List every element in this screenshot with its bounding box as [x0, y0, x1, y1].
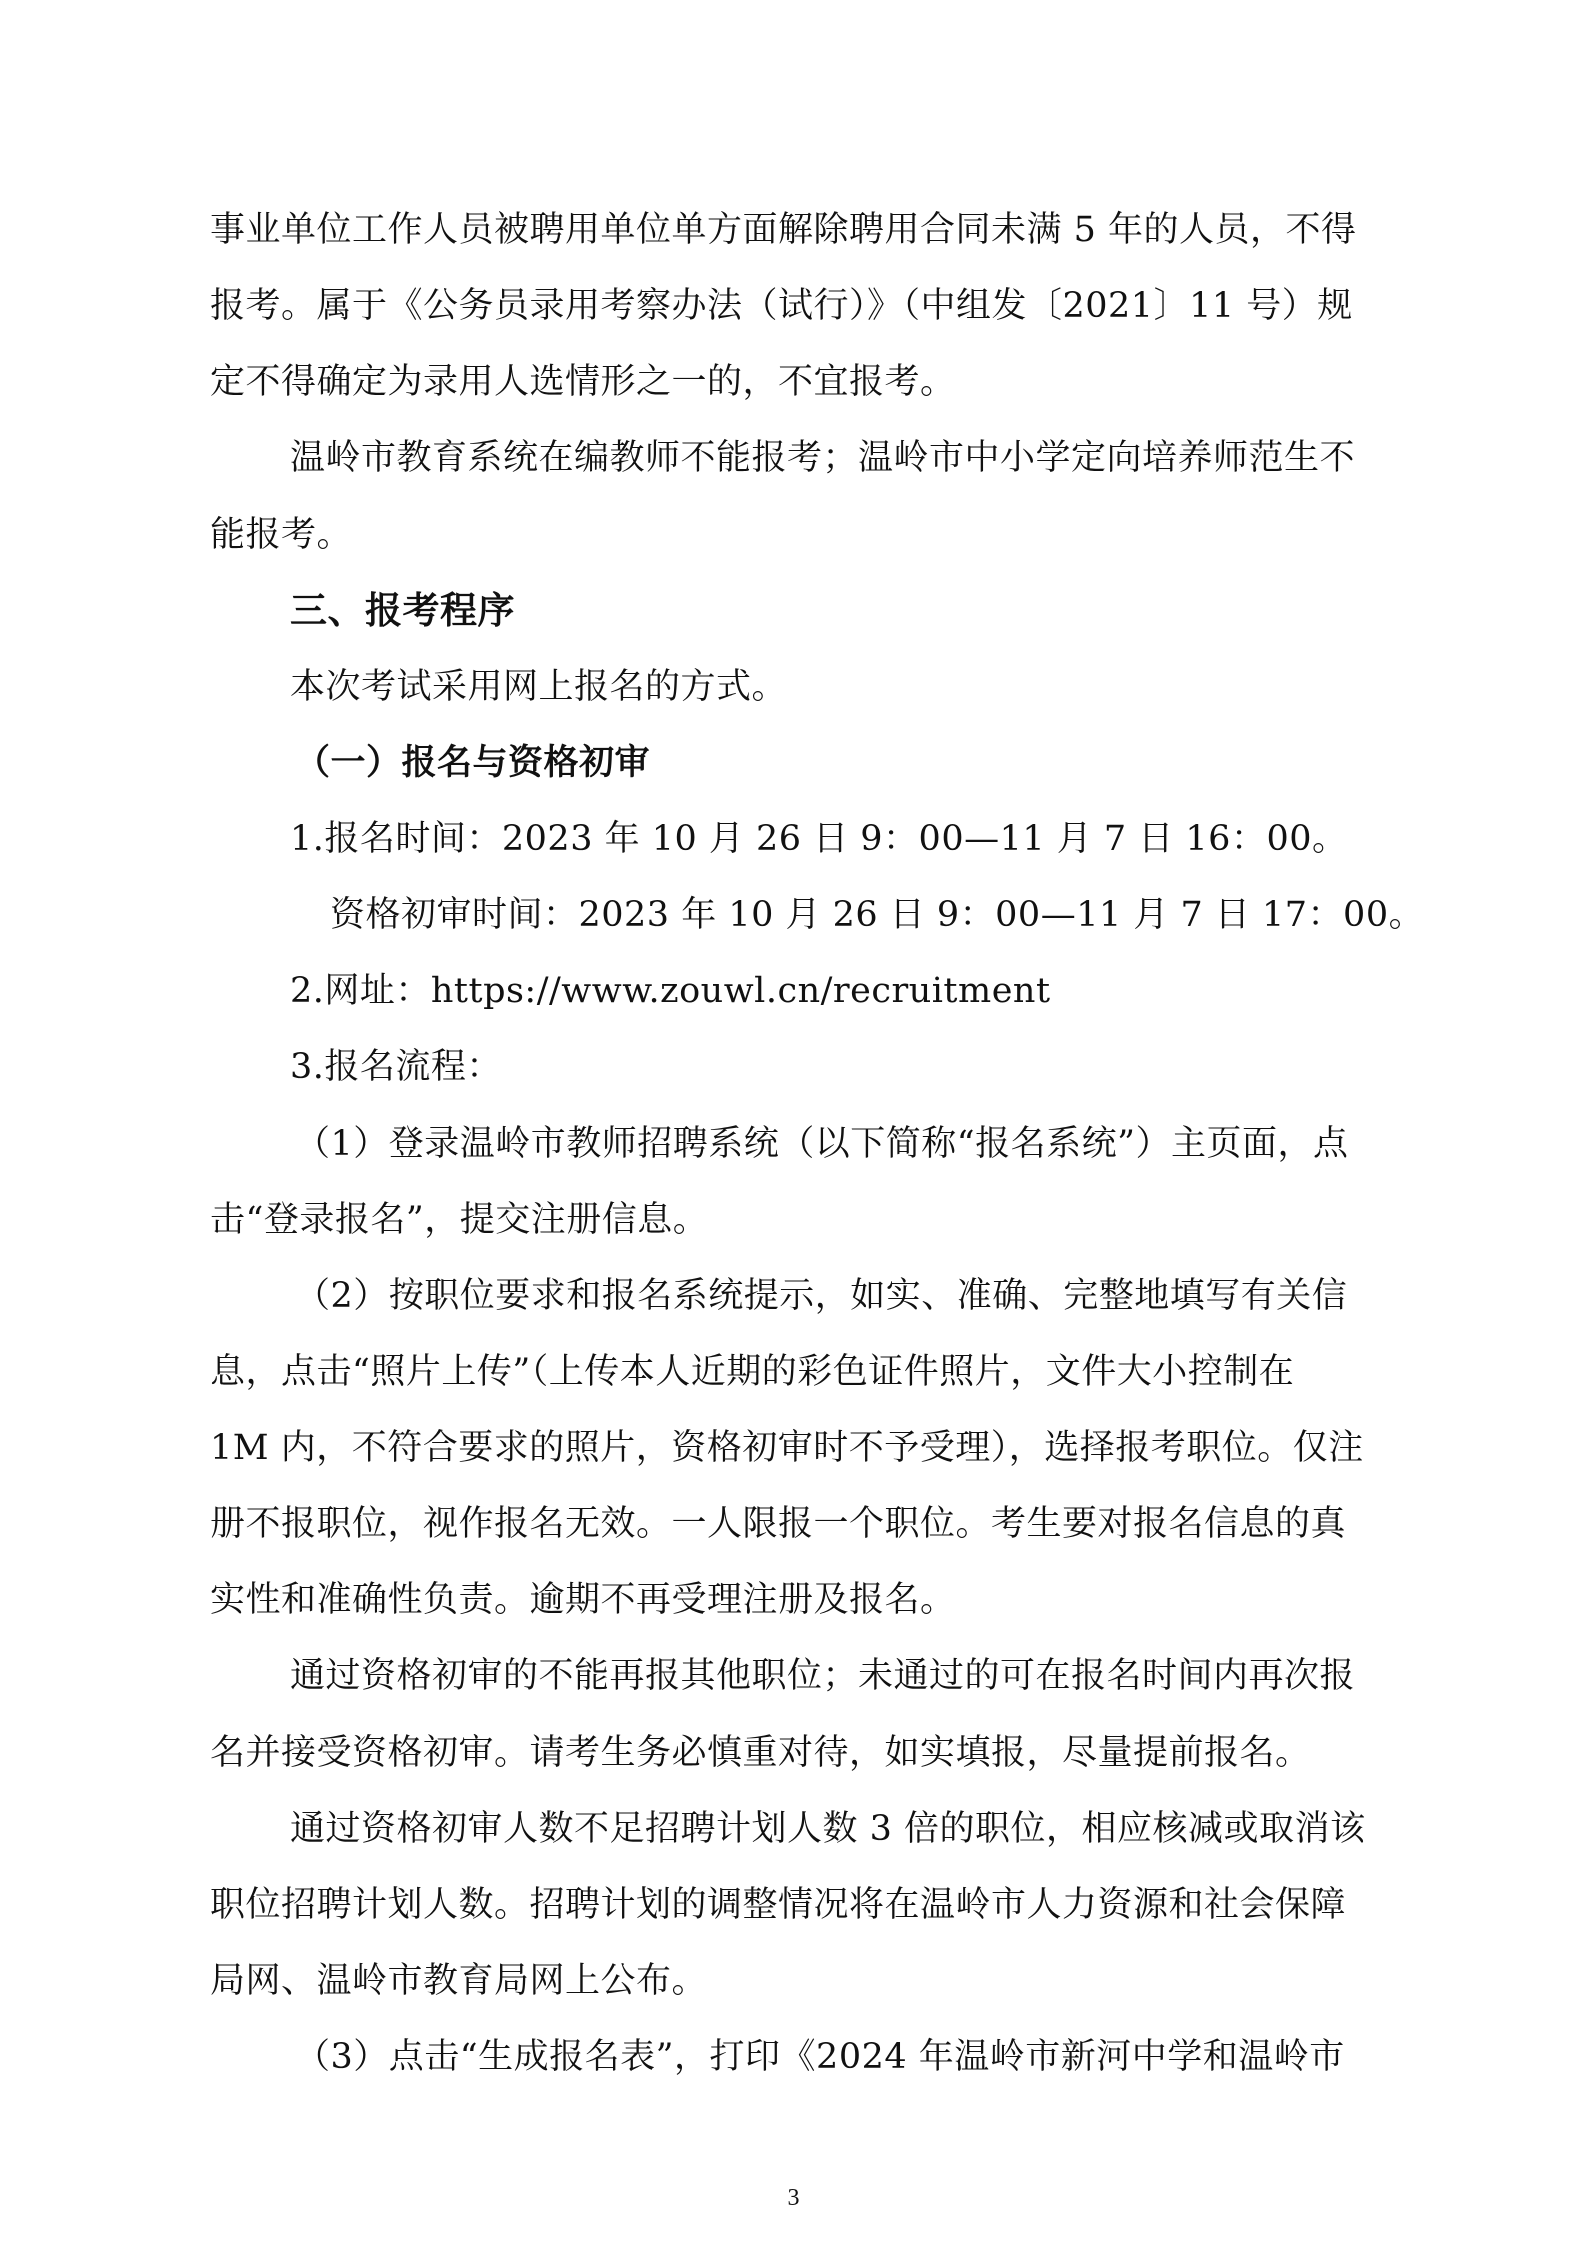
paragraph-line: 事业单位工作人员被聘用单位单方面解除聘用合同未满 5 年的人员，不得 [210, 210, 1357, 250]
section-heading: 三、报考程序 [290, 589, 515, 632]
paragraph-line: 册不报职位，视作报名无效。一人限报一个职位。考生要对报名信息的真 [210, 1504, 1347, 1544]
paragraph-line: 实性和准确性负责。逾期不再受理注册及报名。 [210, 1580, 956, 1620]
paragraph-line: 通过资格初审人数不足招聘计划人数 3 倍的职位，相应核减或取消该 [290, 1809, 1366, 1849]
paragraph-line: （2）按职位要求和报名系统提示，如实、准确、完整地填写有关信 [295, 1276, 1348, 1316]
paragraph-line: （3）点击“生成报名表”，打印《2024 年温岭市新河中学和温岭市 [295, 2037, 1345, 2077]
paragraph-line: 2.网址：https://www.zouwl.cn/recruitment [290, 971, 1051, 1011]
paragraph-line: 3.报名流程： [290, 1047, 502, 1087]
paragraph-line: 温岭市教育系统在编教师不能报考；温岭市中小学定向培养师范生不 [290, 438, 1356, 478]
paragraph-line: 名并接受资格初审。请考生务必慎重对待，如实填报，尽量提前报名。 [210, 1733, 1311, 1773]
subsection-heading: （一）报名与资格初审 [295, 742, 651, 783]
paragraph-line: 资格初审时间：2023 年 10 月 26 日 9：00—11 月 7 日 17：00。 [330, 895, 1425, 935]
page-number: 3 [787, 2185, 800, 2211]
paragraph-line: 局网、温岭市教育局网上公布。 [210, 1961, 708, 2001]
paragraph-line: （1）登录温岭市教师招聘系统（以下简称“报名系统”）主页面，点 [295, 1124, 1349, 1164]
paragraph-line: 职位招聘计划人数。招聘计划的调整情况将在温岭市人力资源和社会保障 [210, 1885, 1347, 1925]
paragraph-line: 报考。属于《公务员录用考察办法（试行）》（中组发〔2021〕11 号）规 [210, 286, 1353, 326]
paragraph-line: 1M 内，不符合要求的照片，资格初审时不予受理），选择报考职位。仅注 [210, 1428, 1364, 1468]
paragraph-line: 定不得确定为录用人选情形之一的，不宜报考。 [210, 362, 956, 402]
paragraph-line: 息，点击“照片上传”（上传本人近期的彩色证件照片，文件大小控制在 [210, 1352, 1295, 1392]
paragraph-line: 1.报名时间：2023 年 10 月 26 日 9：00—11 月 7 日 16：00。 [290, 819, 1348, 859]
paragraph-line: 通过资格初审的不能再报其他职位；未通过的可在报名时间内再次报 [290, 1656, 1356, 1696]
paragraph-line: 击“登录报名”，提交注册信息。 [210, 1200, 709, 1240]
paragraph-line: 能报考。 [210, 515, 353, 555]
paragraph-line: 本次考试采用网上报名的方式。 [290, 667, 788, 707]
